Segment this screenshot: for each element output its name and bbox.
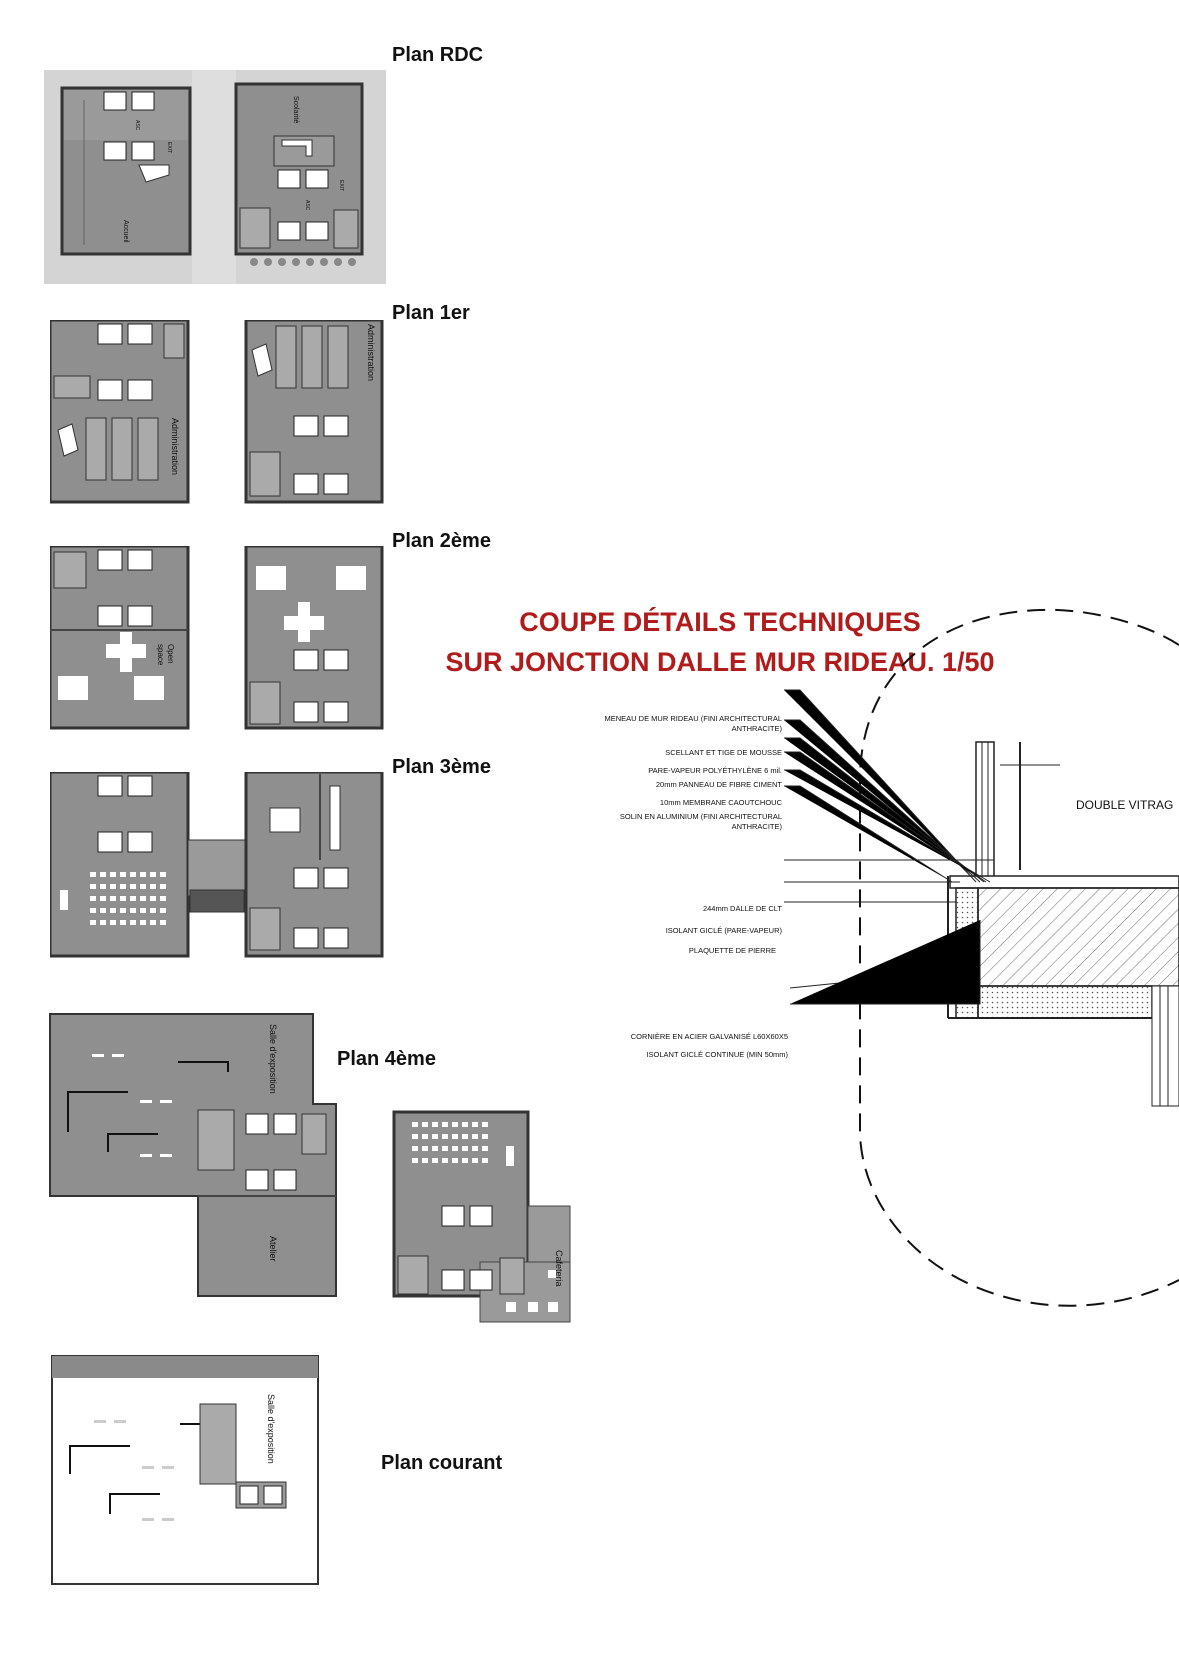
detail-section-drawing	[780, 600, 1179, 1320]
p2-room-open: Open	[166, 644, 175, 664]
rdc-room-asc-2: ASC	[304, 200, 310, 211]
annotation-solin: SOLIN EN ALUMINIUM (FINI ARCHITECTURAL ANTHRACITE)	[619, 812, 782, 831]
annotation-meneau: MENEAU DE MUR RIDEAU (FINI ARCHITECTURAL ANTHRACITE)	[604, 714, 782, 733]
annotation-dalle-clt: 244mm DALLE DE CLT	[702, 904, 782, 913]
rdc-room-scolarite: Scolarité	[292, 96, 299, 124]
courant-room-salle-expo: Salle d'exposition	[266, 1394, 276, 1464]
p1-room-admin-right: Administration	[366, 324, 376, 382]
p2-room-space: space	[156, 644, 165, 666]
plan-1er-drawing	[50, 320, 386, 504]
p1-room-admin-left: Administration	[170, 418, 180, 476]
annotation-isolant-continue: ISOLANT GICLÉ CONTINUE (MIN 50mm)	[646, 1050, 788, 1059]
detail-title-line2: SUR JONCTION DALLE MUR RIDEAU. 1/50	[445, 647, 995, 677]
p4-room-atelier: Atelier	[268, 1236, 278, 1262]
p4-room-salle-expo: Salle d'exposition	[268, 1024, 278, 1094]
detail-title-line1: COUPE DÉTAILS TECHNIQUES	[519, 607, 921, 637]
annotation-scellant: SCELLANT ET TIGE DE MOUSSE	[665, 748, 782, 757]
plan-courant-label: Plan courant	[381, 1452, 503, 1474]
double-vitrage-label: DOUBLE VITRAG	[1076, 798, 1174, 812]
plan-2eme-label: Plan 2ème	[392, 530, 491, 552]
plan-courant-drawing	[50, 1354, 322, 1588]
annotation-fibre-ciment: 20mm PANNEAU DE FIBRE CIMENT	[655, 780, 782, 789]
rdc-room-asc-1: ASC	[134, 120, 140, 131]
plan-3eme-drawing	[50, 772, 386, 958]
rdc-room-accueil: Accueil	[122, 220, 129, 243]
plan-1er-label: Plan 1er	[392, 302, 470, 324]
rdc-room-exit-2: EXIT	[338, 180, 344, 192]
annotation-membrane: 10mm MEMBRANE CAOUTCHOUC	[659, 798, 782, 807]
annotation-plaquette: PLAQUETTE DE PIERRE	[688, 946, 776, 955]
plan-2eme-drawing	[50, 546, 386, 730]
p4-room-cafeteria: Cafeteria	[554, 1250, 564, 1287]
rdc-room-exit-1: EXIT	[166, 142, 172, 154]
annotation-corniere: CORNIÈRE EN ACIER GALVANISÉ L60X60X5	[630, 1032, 788, 1041]
annotation-isolant: ISOLANT GICLÉ (PARE-VAPEUR)	[665, 926, 782, 935]
plan-3eme-label: Plan 3ème	[392, 756, 491, 778]
annotation-pare-vapeur: PARE-VAPEUR POLYÉTHYLÈNE 6 mil.	[648, 766, 782, 775]
plan-rdc-label: Plan RDC	[392, 44, 484, 66]
plan-rdc-drawing	[44, 70, 386, 284]
plan-4eme-drawing	[48, 1012, 572, 1334]
plan-4eme-label: Plan 4ème	[337, 1048, 436, 1070]
